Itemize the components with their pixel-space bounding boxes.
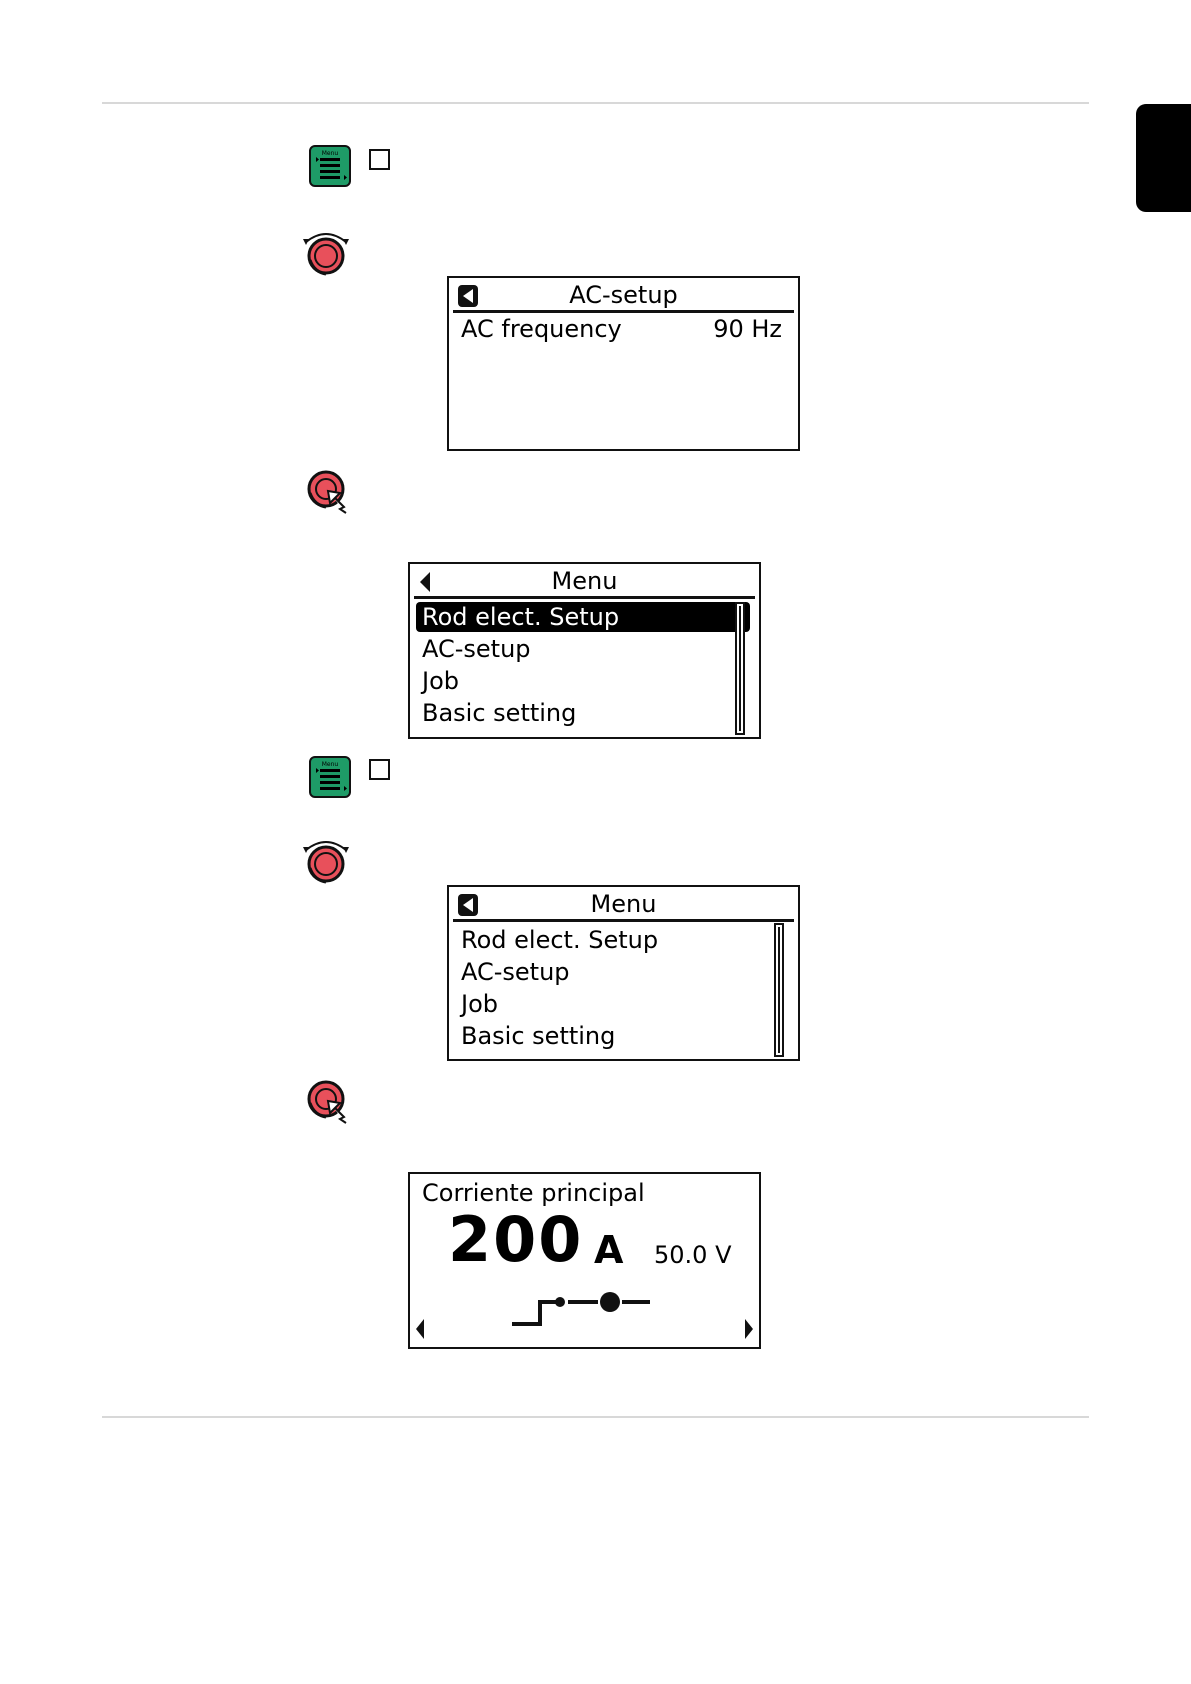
menu-button-icon xyxy=(309,145,351,187)
current-value: 200 xyxy=(448,1203,584,1276)
menu-item-selected[interactable] xyxy=(416,602,750,632)
step-checkbox[interactable] xyxy=(369,759,390,780)
left-arrow-icon[interactable] xyxy=(414,1317,426,1341)
process-symbol-icon xyxy=(510,1292,656,1326)
param-label: AC frequency xyxy=(461,315,622,343)
dial-turn-icon xyxy=(300,228,352,280)
scrollbar[interactable] xyxy=(735,602,745,735)
current-unit: A xyxy=(594,1228,624,1272)
footer-rule xyxy=(102,1416,1089,1418)
menu-item[interactable]: Job xyxy=(422,667,459,695)
menu-item-label: Rod elect. Setup xyxy=(422,603,620,631)
menu-button-icon xyxy=(309,756,351,798)
step-checkbox[interactable] xyxy=(369,149,390,170)
voltage-value: 50.0 V xyxy=(654,1241,732,1269)
param-label: Corriente principal xyxy=(422,1179,645,1207)
menu-item[interactable]: AC-setup xyxy=(461,958,570,986)
back-triangle-icon xyxy=(457,284,481,308)
dial-turn-icon xyxy=(300,836,352,888)
menu-item[interactable]: Basic setting xyxy=(422,699,577,727)
header-rule xyxy=(102,102,1089,104)
lcd-menu xyxy=(447,885,800,1061)
lcd-title-bar xyxy=(453,887,794,922)
menu-item[interactable]: Basic setting xyxy=(461,1022,616,1050)
svg-text:Menu: Menu xyxy=(321,150,339,157)
scrollbar-thumb[interactable] xyxy=(778,927,780,1053)
lcd-title: Menu xyxy=(590,890,657,918)
svg-text:Menu: Menu xyxy=(321,761,339,768)
right-arrow-icon[interactable] xyxy=(743,1317,755,1341)
menu-item[interactable]: Job xyxy=(461,990,498,1018)
lcd-title-bar xyxy=(453,278,794,313)
section-tab xyxy=(1136,104,1191,212)
lcd-title: AC-setup xyxy=(569,281,678,309)
scrollbar-thumb[interactable] xyxy=(739,606,741,731)
lcd-title-bar xyxy=(414,564,755,599)
param-value: 90 Hz xyxy=(713,315,782,343)
back-triangle-icon xyxy=(418,570,434,594)
dial-press-icon xyxy=(306,469,352,515)
lcd-title: Menu xyxy=(551,567,618,595)
menu-item[interactable]: AC-setup xyxy=(422,635,531,663)
menu-item[interactable]: Rod elect. Setup xyxy=(461,926,659,954)
lcd-ac-setup xyxy=(447,276,800,451)
lcd-main-current xyxy=(408,1172,761,1349)
scrollbar[interactable] xyxy=(774,923,784,1057)
lcd-menu-selected xyxy=(408,562,761,739)
dial-press-icon xyxy=(306,1079,352,1125)
back-triangle-icon xyxy=(457,893,481,917)
